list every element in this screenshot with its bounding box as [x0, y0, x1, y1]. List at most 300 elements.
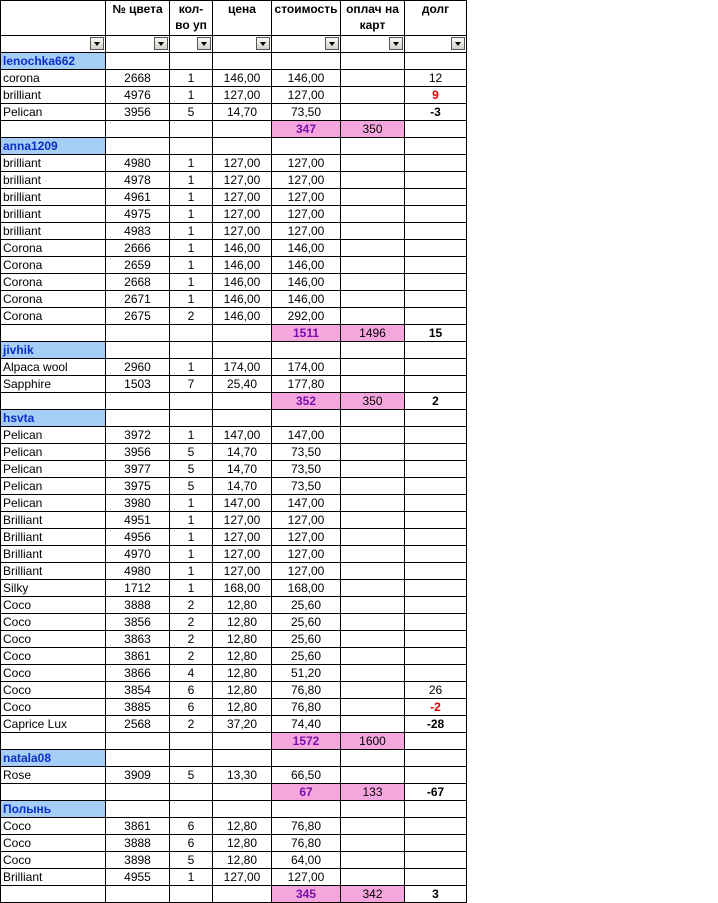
total-debt[interactable]: 15 — [405, 325, 467, 342]
cell-debt[interactable] — [405, 512, 467, 529]
cell-debt[interactable] — [405, 818, 467, 835]
filter-dropdown-icon[interactable] — [197, 37, 211, 50]
cell-color-number[interactable]: 3863 — [106, 631, 170, 648]
cell-yarn-name[interactable]: Pelican — [1, 444, 106, 461]
cell-yarn-name[interactable]: Coco — [1, 665, 106, 682]
cell-debt[interactable]: 26 — [405, 682, 467, 699]
cell-price[interactable]: 12,80 — [213, 699, 272, 716]
cell-quantity[interactable]: 6 — [170, 835, 213, 852]
cell-price[interactable]: 168,00 — [213, 580, 272, 597]
empty-cell[interactable] — [405, 138, 467, 155]
cell-debt[interactable] — [405, 835, 467, 852]
cell-price[interactable]: 146,00 — [213, 240, 272, 257]
cell-color-number[interactable]: 4975 — [106, 206, 170, 223]
group-username[interactable]: Полынь — [1, 801, 106, 818]
cell-color-number[interactable]: 3866 — [106, 665, 170, 682]
cell-color-number[interactable]: 4961 — [106, 189, 170, 206]
filter-dropdown-icon[interactable] — [154, 37, 168, 50]
cell-price[interactable]: 14,70 — [213, 444, 272, 461]
cell-color-number[interactable]: 2671 — [106, 291, 170, 308]
cell-paid[interactable] — [341, 529, 405, 546]
cell-quantity[interactable]: 5 — [170, 444, 213, 461]
cell-debt[interactable] — [405, 563, 467, 580]
empty-cell[interactable] — [1, 886, 106, 903]
cell-debt[interactable] — [405, 852, 467, 869]
cell-quantity[interactable]: 2 — [170, 631, 213, 648]
cell-debt[interactable] — [405, 444, 467, 461]
empty-cell[interactable] — [405, 410, 467, 427]
cell-cost[interactable]: 25,60 — [272, 648, 341, 665]
cell-quantity[interactable]: 2 — [170, 614, 213, 631]
cell-quantity[interactable]: 5 — [170, 767, 213, 784]
cell-yarn-name[interactable]: Pelican — [1, 104, 106, 121]
header-color-number[interactable]: № цвета — [106, 1, 170, 36]
empty-cell[interactable] — [106, 733, 170, 750]
empty-cell[interactable] — [213, 325, 272, 342]
cell-cost[interactable]: 73,50 — [272, 461, 341, 478]
cell-paid[interactable] — [341, 376, 405, 393]
cell-debt[interactable] — [405, 614, 467, 631]
total-debt[interactable]: 2 — [405, 393, 467, 410]
cell-price[interactable]: 12,80 — [213, 665, 272, 682]
cell-price[interactable]: 12,80 — [213, 835, 272, 852]
empty-cell[interactable] — [106, 393, 170, 410]
cell-yarn-name[interactable]: brilliant — [1, 87, 106, 104]
cell-cost[interactable]: 146,00 — [272, 240, 341, 257]
cell-price[interactable]: 127,00 — [213, 223, 272, 240]
empty-cell[interactable] — [341, 53, 405, 70]
cell-color-number[interactable]: 3977 — [106, 461, 170, 478]
cell-quantity[interactable]: 1 — [170, 274, 213, 291]
header-paid[interactable]: оплач на карт — [341, 1, 405, 36]
cell-debt[interactable] — [405, 580, 467, 597]
empty-cell[interactable] — [106, 886, 170, 903]
cell-yarn-name[interactable]: Pelican — [1, 478, 106, 495]
empty-cell[interactable] — [106, 784, 170, 801]
cell-yarn-name[interactable]: Brilliant — [1, 869, 106, 886]
group-username[interactable]: lenochka662 — [1, 53, 106, 70]
cell-debt[interactable] — [405, 869, 467, 886]
header-cost[interactable]: стоимость — [272, 1, 341, 36]
cell-debt[interactable] — [405, 648, 467, 665]
empty-cell[interactable] — [106, 121, 170, 138]
cell-color-number[interactable]: 4976 — [106, 87, 170, 104]
cell-quantity[interactable]: 5 — [170, 461, 213, 478]
total-paid[interactable]: 350 — [341, 121, 405, 138]
header-price[interactable]: цена — [213, 1, 272, 36]
cell-quantity[interactable]: 1 — [170, 257, 213, 274]
empty-cell[interactable] — [1, 733, 106, 750]
cell-cost[interactable]: 292,00 — [272, 308, 341, 325]
cell-cost[interactable]: 146,00 — [272, 291, 341, 308]
total-cost[interactable]: 352 — [272, 393, 341, 410]
cell-price[interactable]: 146,00 — [213, 308, 272, 325]
cell-cost[interactable]: 147,00 — [272, 427, 341, 444]
empty-cell[interactable] — [170, 733, 213, 750]
cell-paid[interactable] — [341, 580, 405, 597]
empty-cell[interactable] — [1, 325, 106, 342]
cell-price[interactable]: 174,00 — [213, 359, 272, 376]
cell-debt[interactable] — [405, 597, 467, 614]
cell-price[interactable]: 127,00 — [213, 529, 272, 546]
header-name[interactable] — [1, 1, 106, 36]
empty-cell[interactable] — [213, 121, 272, 138]
cell-price[interactable]: 14,70 — [213, 104, 272, 121]
cell-price[interactable]: 12,80 — [213, 818, 272, 835]
cell-cost[interactable]: 76,80 — [272, 818, 341, 835]
cell-debt[interactable]: -2 — [405, 699, 467, 716]
total-debt[interactable]: -67 — [405, 784, 467, 801]
cell-quantity[interactable]: 1 — [170, 189, 213, 206]
filter-dropdown-icon[interactable] — [90, 37, 104, 50]
cell-yarn-name[interactable]: Coco — [1, 631, 106, 648]
empty-cell[interactable] — [341, 138, 405, 155]
cell-cost[interactable]: 74,40 — [272, 716, 341, 733]
cell-quantity[interactable]: 1 — [170, 240, 213, 257]
group-username[interactable]: hsvta — [1, 410, 106, 427]
cell-cost[interactable]: 146,00 — [272, 274, 341, 291]
cell-price[interactable]: 12,80 — [213, 614, 272, 631]
cell-paid[interactable] — [341, 665, 405, 682]
cell-quantity[interactable]: 1 — [170, 529, 213, 546]
cell-yarn-name[interactable]: Brilliant — [1, 512, 106, 529]
cell-price[interactable]: 12,80 — [213, 682, 272, 699]
cell-price[interactable]: 147,00 — [213, 427, 272, 444]
cell-color-number[interactable]: 3956 — [106, 104, 170, 121]
empty-cell[interactable] — [405, 750, 467, 767]
cell-quantity[interactable]: 1 — [170, 291, 213, 308]
cell-paid[interactable] — [341, 852, 405, 869]
cell-color-number[interactable]: 3861 — [106, 818, 170, 835]
header-quantity[interactable]: кол-во уп — [170, 1, 213, 36]
cell-color-number[interactable]: 4980 — [106, 563, 170, 580]
total-debt[interactable]: 3 — [405, 886, 467, 903]
cell-debt[interactable] — [405, 172, 467, 189]
cell-paid[interactable] — [341, 495, 405, 512]
empty-cell[interactable] — [213, 733, 272, 750]
empty-cell[interactable] — [170, 784, 213, 801]
cell-color-number[interactable]: 4956 — [106, 529, 170, 546]
cell-quantity[interactable]: 1 — [170, 87, 213, 104]
cell-color-number[interactable]: 3980 — [106, 495, 170, 512]
cell-cost[interactable]: 64,00 — [272, 852, 341, 869]
cell-paid[interactable] — [341, 155, 405, 172]
cell-yarn-name[interactable]: brilliant — [1, 189, 106, 206]
cell-debt[interactable] — [405, 767, 467, 784]
cell-quantity[interactable]: 1 — [170, 359, 213, 376]
cell-yarn-name[interactable]: Corona — [1, 240, 106, 257]
cell-color-number[interactable]: 2668 — [106, 70, 170, 87]
cell-cost[interactable]: 146,00 — [272, 70, 341, 87]
empty-cell[interactable] — [170, 325, 213, 342]
cell-quantity[interactable]: 1 — [170, 869, 213, 886]
cell-price[interactable]: 25,40 — [213, 376, 272, 393]
cell-yarn-name[interactable]: Rose — [1, 767, 106, 784]
cell-paid[interactable] — [341, 444, 405, 461]
filter-dropdown-icon[interactable] — [451, 37, 465, 50]
cell-color-number[interactable]: 2960 — [106, 359, 170, 376]
cell-color-number[interactable]: 3856 — [106, 614, 170, 631]
cell-paid[interactable] — [341, 614, 405, 631]
cell-color-number[interactable]: 4951 — [106, 512, 170, 529]
cell-price[interactable]: 127,00 — [213, 206, 272, 223]
empty-cell[interactable] — [405, 342, 467, 359]
cell-cost[interactable]: 127,00 — [272, 206, 341, 223]
cell-debt[interactable] — [405, 665, 467, 682]
empty-cell[interactable] — [170, 750, 213, 767]
empty-cell[interactable] — [341, 410, 405, 427]
cell-cost[interactable]: 25,60 — [272, 631, 341, 648]
cell-yarn-name[interactable]: Coco — [1, 699, 106, 716]
cell-yarn-name[interactable]: Coco — [1, 614, 106, 631]
cell-yarn-name[interactable]: brilliant — [1, 223, 106, 240]
cell-debt[interactable] — [405, 240, 467, 257]
empty-cell[interactable] — [170, 53, 213, 70]
cell-price[interactable]: 14,70 — [213, 478, 272, 495]
cell-cost[interactable]: 66,50 — [272, 767, 341, 784]
cell-color-number[interactable]: 4980 — [106, 155, 170, 172]
filter-dropdown-icon[interactable] — [256, 37, 270, 50]
empty-cell[interactable] — [170, 138, 213, 155]
cell-price[interactable]: 12,80 — [213, 648, 272, 665]
cell-cost[interactable]: 25,60 — [272, 614, 341, 631]
header-debt[interactable]: долг — [405, 1, 467, 36]
cell-yarn-name[interactable]: Pelican — [1, 461, 106, 478]
cell-cost[interactable]: 127,00 — [272, 155, 341, 172]
empty-cell[interactable] — [1, 121, 106, 138]
cell-yarn-name[interactable]: Coco — [1, 835, 106, 852]
empty-cell[interactable] — [213, 801, 272, 818]
cell-color-number[interactable]: 3909 — [106, 767, 170, 784]
empty-cell[interactable] — [170, 410, 213, 427]
empty-cell[interactable] — [341, 342, 405, 359]
cell-paid[interactable] — [341, 835, 405, 852]
cell-cost[interactable]: 168,00 — [272, 580, 341, 597]
cell-cost[interactable]: 127,00 — [272, 563, 341, 580]
cell-paid[interactable] — [341, 359, 405, 376]
cell-cost[interactable]: 76,80 — [272, 682, 341, 699]
cell-cost[interactable]: 73,50 — [272, 104, 341, 121]
cell-yarn-name[interactable]: Corona — [1, 257, 106, 274]
empty-cell[interactable] — [341, 750, 405, 767]
cell-price[interactable]: 127,00 — [213, 189, 272, 206]
cell-price[interactable]: 146,00 — [213, 291, 272, 308]
empty-cell[interactable] — [272, 750, 341, 767]
cell-cost[interactable]: 147,00 — [272, 495, 341, 512]
cell-paid[interactable] — [341, 70, 405, 87]
total-cost[interactable]: 1511 — [272, 325, 341, 342]
group-username[interactable]: anna1209 — [1, 138, 106, 155]
total-cost[interactable]: 347 — [272, 121, 341, 138]
empty-cell[interactable] — [213, 410, 272, 427]
cell-yarn-name[interactable]: Alpaca wool — [1, 359, 106, 376]
cell-paid[interactable] — [341, 869, 405, 886]
cell-debt[interactable]: 9 — [405, 87, 467, 104]
total-cost[interactable]: 345 — [272, 886, 341, 903]
cell-paid[interactable] — [341, 172, 405, 189]
cell-price[interactable]: 127,00 — [213, 87, 272, 104]
cell-cost[interactable]: 127,00 — [272, 189, 341, 206]
cell-yarn-name[interactable]: Caprice Lux — [1, 716, 106, 733]
cell-paid[interactable] — [341, 104, 405, 121]
total-cost[interactable]: 67 — [272, 784, 341, 801]
cell-color-number[interactable]: 3888 — [106, 597, 170, 614]
empty-cell[interactable] — [106, 342, 170, 359]
cell-yarn-name[interactable]: Brilliant — [1, 563, 106, 580]
cell-quantity[interactable]: 2 — [170, 716, 213, 733]
cell-cost[interactable]: 174,00 — [272, 359, 341, 376]
empty-cell[interactable] — [272, 342, 341, 359]
empty-cell[interactable] — [272, 138, 341, 155]
cell-yarn-name[interactable]: brilliant — [1, 206, 106, 223]
cell-paid[interactable] — [341, 240, 405, 257]
cell-debt[interactable] — [405, 189, 467, 206]
cell-quantity[interactable]: 6 — [170, 682, 213, 699]
cell-paid[interactable] — [341, 257, 405, 274]
cell-yarn-name[interactable]: Brilliant — [1, 529, 106, 546]
cell-quantity[interactable]: 1 — [170, 580, 213, 597]
cell-debt[interactable] — [405, 274, 467, 291]
cell-quantity[interactable]: 6 — [170, 818, 213, 835]
cell-yarn-name[interactable]: brilliant — [1, 155, 106, 172]
empty-cell[interactable] — [106, 750, 170, 767]
cell-paid[interactable] — [341, 699, 405, 716]
cell-quantity[interactable]: 1 — [170, 427, 213, 444]
cell-cost[interactable]: 127,00 — [272, 869, 341, 886]
total-debt[interactable] — [405, 121, 467, 138]
empty-cell[interactable] — [213, 138, 272, 155]
cell-color-number[interactable]: 2568 — [106, 716, 170, 733]
cell-price[interactable]: 12,80 — [213, 597, 272, 614]
cell-color-number[interactable]: 4970 — [106, 546, 170, 563]
empty-cell[interactable] — [213, 393, 272, 410]
empty-cell[interactable] — [341, 801, 405, 818]
total-paid[interactable]: 350 — [341, 393, 405, 410]
cell-color-number[interactable]: 2666 — [106, 240, 170, 257]
cell-color-number[interactable]: 3956 — [106, 444, 170, 461]
cell-yarn-name[interactable]: Brilliant — [1, 546, 106, 563]
cell-debt[interactable]: -28 — [405, 716, 467, 733]
cell-paid[interactable] — [341, 512, 405, 529]
cell-color-number[interactable]: 3898 — [106, 852, 170, 869]
cell-cost[interactable]: 25,60 — [272, 597, 341, 614]
cell-quantity[interactable]: 1 — [170, 206, 213, 223]
cell-yarn-name[interactable]: Pelican — [1, 427, 106, 444]
group-username[interactable]: natala08 — [1, 750, 106, 767]
cell-yarn-name[interactable]: corona — [1, 70, 106, 87]
cell-paid[interactable] — [341, 87, 405, 104]
cell-price[interactable]: 127,00 — [213, 155, 272, 172]
cell-debt[interactable] — [405, 427, 467, 444]
cell-yarn-name[interactable]: brilliant — [1, 172, 106, 189]
group-username[interactable]: jivhik — [1, 342, 106, 359]
cell-debt[interactable]: 12 — [405, 70, 467, 87]
empty-cell[interactable] — [1, 784, 106, 801]
cell-paid[interactable] — [341, 767, 405, 784]
cell-paid[interactable] — [341, 682, 405, 699]
cell-quantity[interactable]: 5 — [170, 478, 213, 495]
cell-price[interactable]: 14,70 — [213, 461, 272, 478]
cell-cost[interactable]: 76,80 — [272, 699, 341, 716]
total-paid[interactable]: 133 — [341, 784, 405, 801]
cell-yarn-name[interactable]: Coco — [1, 682, 106, 699]
cell-price[interactable]: 146,00 — [213, 257, 272, 274]
empty-cell[interactable] — [213, 342, 272, 359]
cell-price[interactable]: 127,00 — [213, 546, 272, 563]
cell-quantity[interactable]: 2 — [170, 597, 213, 614]
cell-paid[interactable] — [341, 478, 405, 495]
cell-paid[interactable] — [341, 274, 405, 291]
cell-yarn-name[interactable]: Corona — [1, 291, 106, 308]
cell-price[interactable]: 12,80 — [213, 631, 272, 648]
empty-cell[interactable] — [213, 750, 272, 767]
cell-debt[interactable] — [405, 529, 467, 546]
cell-yarn-name[interactable]: Coco — [1, 852, 106, 869]
cell-paid[interactable] — [341, 818, 405, 835]
cell-paid[interactable] — [341, 308, 405, 325]
cell-paid[interactable] — [341, 189, 405, 206]
filter-dropdown-icon[interactable] — [325, 37, 339, 50]
cell-debt[interactable] — [405, 155, 467, 172]
cell-cost[interactable]: 51,20 — [272, 665, 341, 682]
cell-cost[interactable]: 146,00 — [272, 257, 341, 274]
cell-price[interactable]: 127,00 — [213, 512, 272, 529]
cell-quantity[interactable]: 1 — [170, 70, 213, 87]
cell-cost[interactable]: 177,80 — [272, 376, 341, 393]
filter-dropdown-icon[interactable] — [389, 37, 403, 50]
cell-price[interactable]: 127,00 — [213, 869, 272, 886]
cell-color-number[interactable]: 1503 — [106, 376, 170, 393]
cell-cost[interactable]: 127,00 — [272, 512, 341, 529]
cell-color-number[interactable]: 3885 — [106, 699, 170, 716]
cell-quantity[interactable]: 1 — [170, 546, 213, 563]
cell-color-number[interactable]: 2659 — [106, 257, 170, 274]
total-paid[interactable]: 1600 — [341, 733, 405, 750]
cell-quantity[interactable]: 1 — [170, 172, 213, 189]
cell-cost[interactable]: 127,00 — [272, 529, 341, 546]
cell-debt[interactable] — [405, 359, 467, 376]
cell-cost[interactable]: 73,50 — [272, 444, 341, 461]
cell-quantity[interactable]: 5 — [170, 104, 213, 121]
empty-cell[interactable] — [272, 801, 341, 818]
empty-cell[interactable] — [272, 53, 341, 70]
cell-quantity[interactable]: 1 — [170, 495, 213, 512]
cell-yarn-name[interactable]: Coco — [1, 818, 106, 835]
cell-cost[interactable]: 73,50 — [272, 478, 341, 495]
empty-cell[interactable] — [106, 410, 170, 427]
cell-price[interactable]: 13,30 — [213, 767, 272, 784]
total-debt[interactable] — [405, 733, 467, 750]
cell-debt[interactable] — [405, 376, 467, 393]
cell-debt[interactable] — [405, 546, 467, 563]
cell-price[interactable]: 127,00 — [213, 563, 272, 580]
cell-cost[interactable]: 127,00 — [272, 87, 341, 104]
cell-yarn-name[interactable]: Coco — [1, 597, 106, 614]
empty-cell[interactable] — [170, 393, 213, 410]
cell-quantity[interactable]: 5 — [170, 852, 213, 869]
total-cost[interactable]: 1572 — [272, 733, 341, 750]
cell-yarn-name[interactable]: Sapphire — [1, 376, 106, 393]
cell-debt[interactable] — [405, 478, 467, 495]
cell-price[interactable]: 12,80 — [213, 852, 272, 869]
cell-price[interactable]: 146,00 — [213, 274, 272, 291]
cell-paid[interactable] — [341, 648, 405, 665]
cell-paid[interactable] — [341, 563, 405, 580]
empty-cell[interactable] — [170, 886, 213, 903]
cell-paid[interactable] — [341, 461, 405, 478]
cell-quantity[interactable]: 1 — [170, 223, 213, 240]
cell-color-number[interactable]: 3972 — [106, 427, 170, 444]
